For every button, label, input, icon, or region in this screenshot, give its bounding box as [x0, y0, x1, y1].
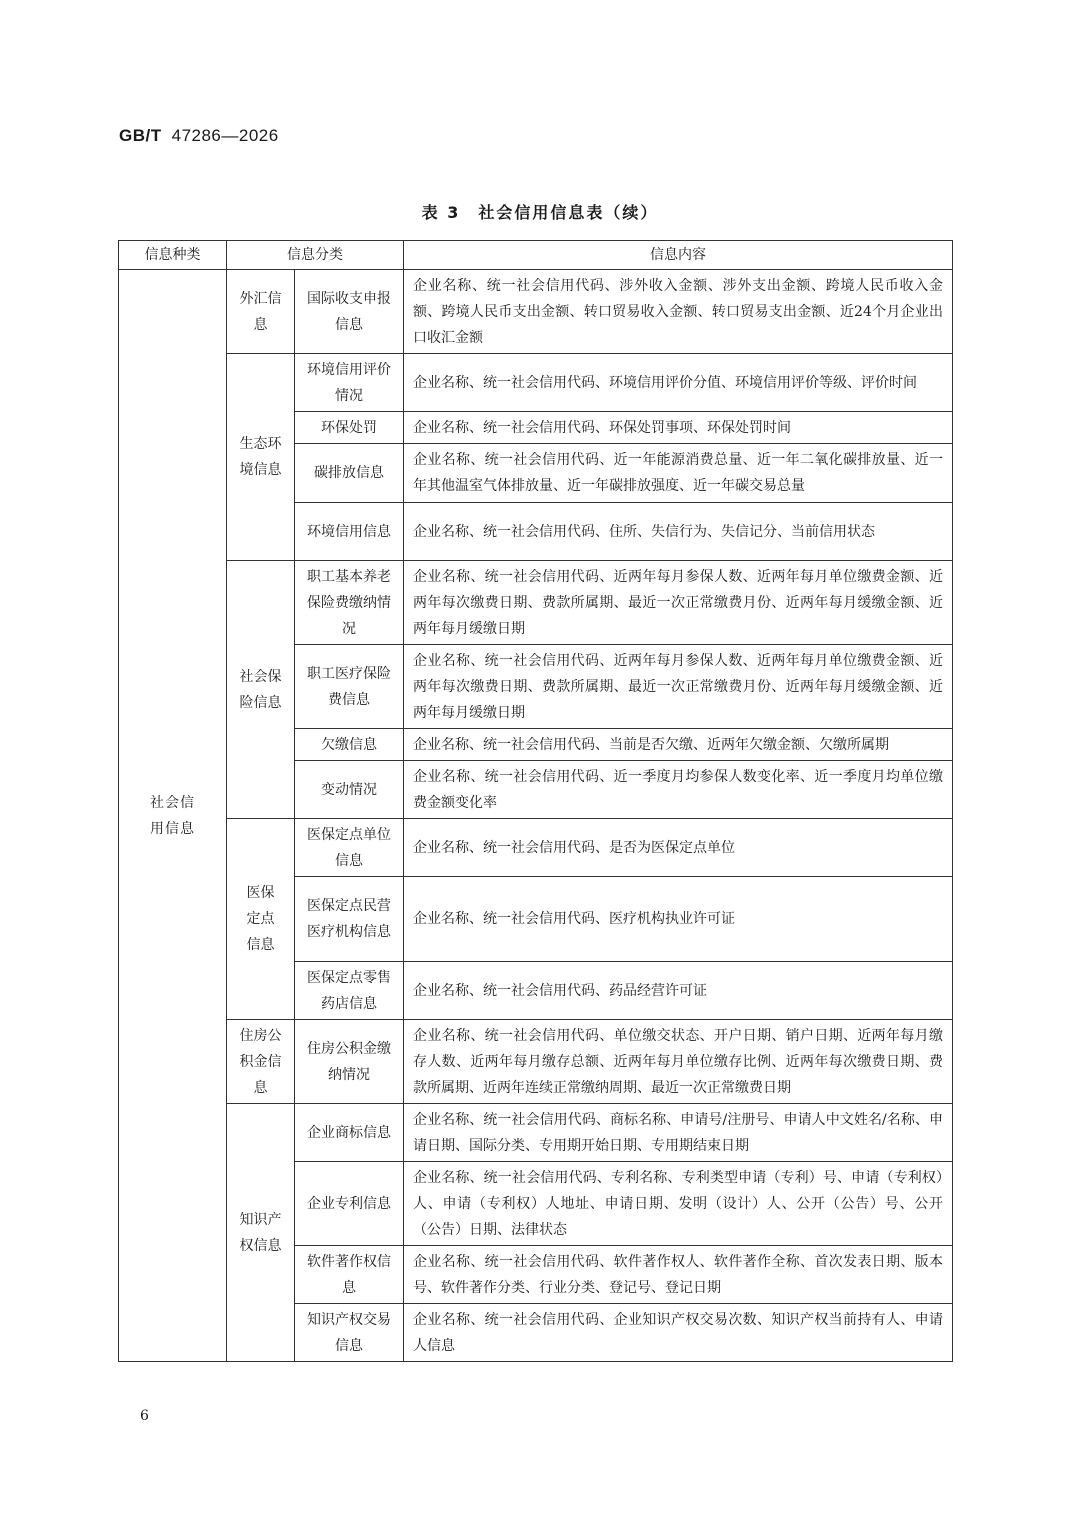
- info-content: 企业名称、统一社会信用代码、涉外收入金额、涉外支出金额、跨境人民币收入金额、跨境人民币支出金额、转口贸易收入金额、转口贸易支出金额、近24个月企业出口收汇金额: [404, 270, 953, 354]
- info-type-cell: 社会信用信息: [119, 270, 227, 1362]
- info-content: 企业名称、统一社会信用代码、企业知识产权交易次数、知识产权当前持有人、申请人信息: [404, 1304, 953, 1362]
- sub-category: 医保定点零售药店信息: [295, 962, 404, 1020]
- sub-category: 国际收支申报信息: [295, 270, 404, 354]
- info-content: 企业名称、统一社会信用代码、当前是否欠缴、近两年欠缴金额、欠缴所属期: [404, 729, 953, 761]
- group-label-zhichan: 知识产权信息: [227, 1104, 295, 1362]
- col-header-type: 信息种类: [119, 241, 227, 270]
- info-content: 企业名称、统一社会信用代码、药品经营许可证: [404, 962, 953, 1020]
- table-row: [119, 354, 953, 412]
- info-content: 企业名称、统一社会信用代码、住所、失信行为、失信记分、当前信用状态: [404, 503, 953, 561]
- table-row: [119, 1020, 953, 1104]
- table-row: [119, 561, 953, 645]
- table-row: [119, 1104, 953, 1162]
- table-row: [119, 270, 953, 354]
- info-content: 企业名称、统一社会信用代码、专利名称、专利类型申请（专利）号、申请（专利权）人、申请（专利权）人地址、申请日期、发明（设计）人、公开（公告）号、公开（公告）日期、法律状态: [404, 1162, 953, 1246]
- sub-category: 企业专利信息: [295, 1162, 404, 1246]
- sub-category: 知识产权交易信息: [295, 1304, 404, 1362]
- sub-category: 医保定点民营医疗机构信息: [295, 877, 404, 962]
- sub-category: 环境信用信息: [295, 503, 404, 561]
- info-content: 企业名称、统一社会信用代码、近一年能源消费总量、近一年二氧化碳排放量、近一年其他温室气体排放量、近一年碳排放强度、近一年碳交易总量: [404, 444, 953, 503]
- sub-category: 职工基本养老保险费缴纳情况: [295, 561, 404, 645]
- sub-category: 欠缴信息: [295, 729, 404, 761]
- table-row: [119, 819, 953, 877]
- sub-category: 职工医疗保险费信息: [295, 645, 404, 729]
- group-label-zhufang: 住房公积金信息: [227, 1020, 295, 1104]
- info-content: 企业名称、统一社会信用代码、商标名称、申请号/注册号、申请人中文姓名/名称、申请日期、国际分类、专用期开始日期、专用期结束日期: [404, 1104, 953, 1162]
- group-label-waihui: 外汇信息: [227, 270, 295, 354]
- social-credit-info-table: [118, 240, 953, 1362]
- table-header-row: [119, 241, 953, 270]
- sub-category: 住房公积金缴纳情况: [295, 1020, 404, 1104]
- info-content: 企业名称、统一社会信用代码、环保处罚事项、环保处罚时间: [404, 412, 953, 444]
- info-content: 企业名称、统一社会信用代码、是否为医保定点单位: [404, 819, 953, 877]
- page-number: 6: [140, 1408, 149, 1424]
- col-header-category: 信息分类: [227, 241, 404, 270]
- standard-header: [119, 126, 279, 146]
- info-content: 企业名称、统一社会信用代码、近一季度月均参保人数变化率、近一季度月均单位缴费金额变化率: [404, 761, 953, 819]
- col-header-content: 信息内容: [404, 241, 953, 270]
- info-content: 企业名称、统一社会信用代码、软件著作权人、软件著作全称、首次发表日期、版本号、软件著作分类、行业分类、登记号、登记日期: [404, 1246, 953, 1304]
- info-content: 企业名称、统一社会信用代码、医疗机构执业许可证: [404, 877, 953, 962]
- info-content: 企业名称、统一社会信用代码、近两年每月参保人数、近两年每月单位缴费金额、近两年每次缴费日期、费款所属期、最近一次正常缴费月份、近两年每月缓缴金额、近两年每月缓缴日期: [404, 645, 953, 729]
- table-caption: 表 3 社会信用信息表（续）: [421, 203, 659, 222]
- sub-category: 变动情况: [295, 761, 404, 819]
- standard-code: GB/T: [119, 126, 162, 145]
- group-label-shebao: 社会保险信息: [227, 561, 295, 819]
- sub-category: 软件著作权信息: [295, 1246, 404, 1304]
- sub-category: 医保定点单位信息: [295, 819, 404, 877]
- group-label-shengtai: 生态环境信息: [227, 354, 295, 561]
- sub-category: 环境信用评价情况: [295, 354, 404, 412]
- info-content: 企业名称、统一社会信用代码、环境信用评价分值、环境信用评价等级、评价时间: [404, 354, 953, 412]
- standard-number: 47286—2026: [171, 126, 279, 145]
- group-label-yibao: 医保定点信息: [227, 819, 295, 1020]
- info-content: 企业名称、统一社会信用代码、单位缴交状态、开户日期、销户日期、近两年每月缴存人数、近两年每月缴存总额、近两年每月单位缴存比例、近两年每次缴费日期、费款所属期、近两年连续正常缴纳周期、最近一次正常缴费日期: [404, 1020, 953, 1104]
- info-content: 企业名称、统一社会信用代码、近两年每月参保人数、近两年每月单位缴费金额、近两年每次缴费日期、费款所属期、最近一次正常缴费月份、近两年每月缓缴金额、近两年每月缓缴日期: [404, 561, 953, 645]
- sub-category: 环保处罚: [295, 412, 404, 444]
- sub-category: 企业商标信息: [295, 1104, 404, 1162]
- sub-category: 碳排放信息: [295, 444, 404, 503]
